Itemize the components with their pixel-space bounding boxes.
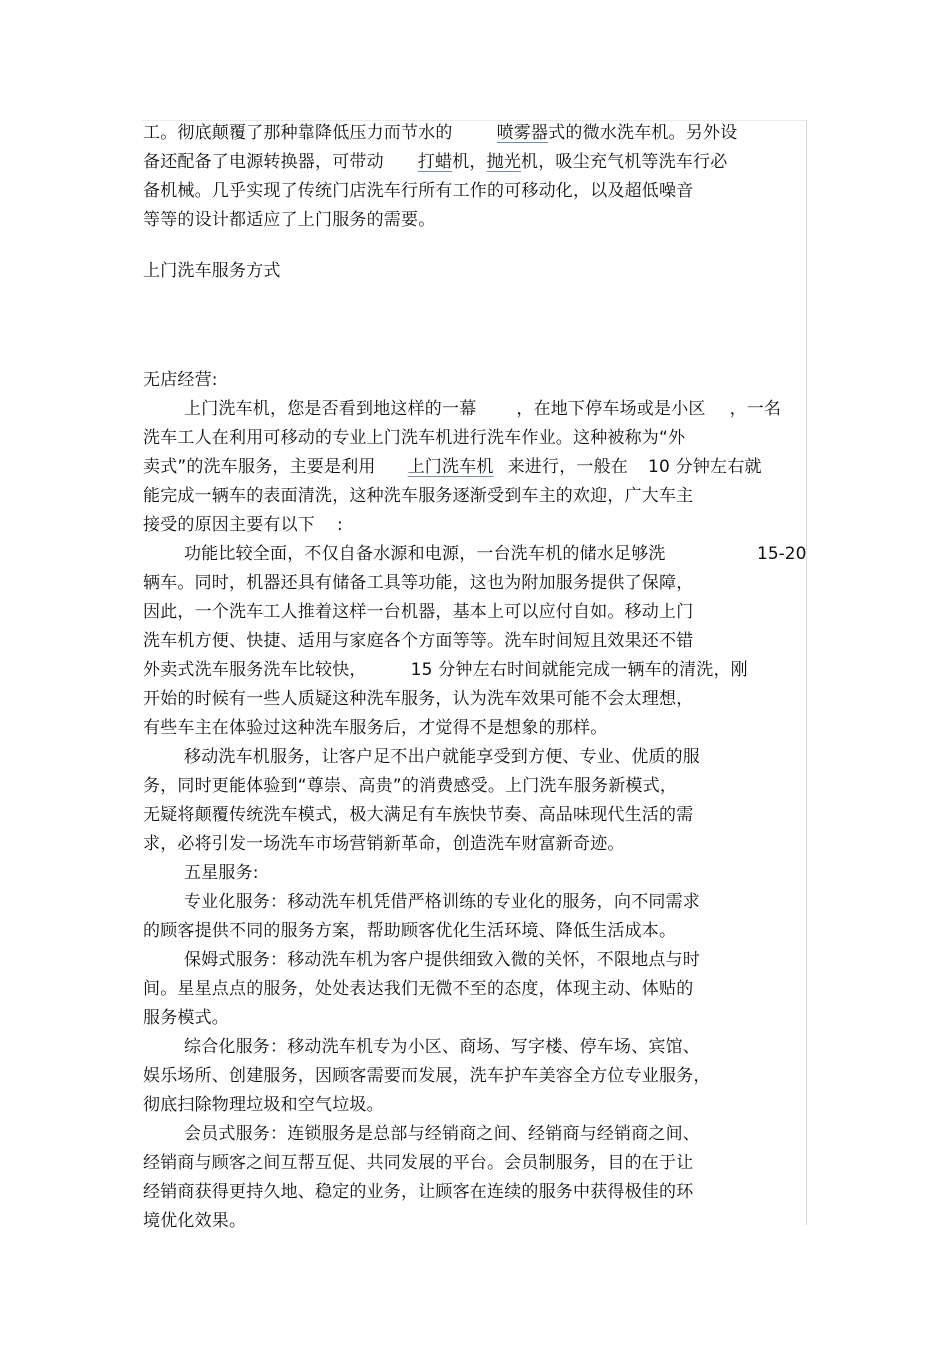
text-line: 洗车工人在利用可移动的专业上门洗车机进行洗车作业。这种被称为“外 bbox=[143, 428, 686, 448]
subsection-label: 五星服务: bbox=[184, 863, 259, 883]
text-line: 工。彻底颠覆了那种靠降低压力而节水的 喷雾器式的微水洗车机。另外设 bbox=[143, 123, 738, 143]
text-line: 能完成一辆车的表面清洗，这种洗车服务逐渐受到车主的欢迎，广大车主 bbox=[143, 486, 694, 506]
text-line: 有些车主在体验过这种洗车服务后，才觉得不是想象的那样。 bbox=[143, 718, 608, 738]
text-line: 外卖式洗车服务洗车比较快， 15 分钟左右时间就能完成一辆车的清洗，刚 bbox=[143, 660, 748, 680]
text-line: 求，必将引发一场洗车市场营销新革命，创造洗车财富新奇迹。 bbox=[143, 834, 625, 854]
link-sprayer[interactable]: 喷雾器 bbox=[496, 123, 549, 143]
text-line: 务，同时更能体验到“尊崇、高贵”的消费感受。上门洗车服务新模式， bbox=[143, 776, 678, 796]
text-line: 经销商获得更持久地、稳定的业务，让顾客在连续的服务中获得极佳的环 bbox=[143, 1182, 694, 1202]
text-line: 服务模式。 bbox=[143, 1008, 229, 1028]
text-line: 专业化服务：移动洗车机凭借严格训练的专业化的服务，向不同需求 bbox=[184, 892, 700, 912]
text-line: 经销商与顾客之间互帮互促、共同发展的平台。会员制服务，目的在于让 bbox=[143, 1153, 694, 1173]
subsection-label: 无店经营: bbox=[143, 370, 218, 390]
text-line: 境优化效果。 bbox=[143, 1211, 247, 1231]
text-line: 备还配备了电源转换器，可带动 打蜡机，抛光机，吸尘充气机等洗车行必 bbox=[143, 152, 728, 172]
text-line: 等等的设计都适应了上门服务的需要。 bbox=[143, 210, 436, 230]
text-fragment: 15-20 bbox=[757, 544, 807, 564]
section-title: 上门洗车服务方式 bbox=[143, 261, 281, 281]
text-line: 彻底扫除物理垃圾和空气垃圾。 bbox=[143, 1095, 384, 1115]
text-line: 洗车机方便、快捷、适用与家庭各个方面等等。洗车时间短且效果还不错 bbox=[143, 631, 694, 651]
text-line: 上门洗车机，您是否看到地这样的一幕 ，在地下停车场或是小区 ，一名 bbox=[184, 399, 782, 419]
link-mobile-washer[interactable]: 上门洗车机 bbox=[407, 457, 494, 477]
text-line: 间。星星点点的服务，处处表达我们无微不至的态度，体现主动、体贴的 bbox=[143, 979, 694, 999]
text-line: 保姆式服务：移动洗车机为客户提供细致入微的关怀，不限地点与时 bbox=[184, 950, 700, 970]
text-line: 因此，一个洗车工人推着这样一台机器，基本上可以应付自如。移动上门 bbox=[143, 602, 694, 622]
text-line: 接受的原因主要有以下 : bbox=[143, 515, 343, 535]
text-line: 会员式服务：连锁服务是总部与经销商之间、经销商与经销商之间、 bbox=[184, 1124, 700, 1144]
text-line: 开始的时候有一些人质疑这种洗车服务，认为洗车效果可能不会太理想， bbox=[143, 689, 694, 709]
text-line: 的顾客提供不同的服务方案，帮助顾客优化生活环境、降低生活成本。 bbox=[143, 921, 677, 941]
text-line: 无疑将颠覆传统洗车模式，极大满足有车族快节奏、高品味现代生活的需 bbox=[143, 805, 694, 825]
text-line: 娱乐场所、创建服务，因顾客需要而发展，洗车护车美容全方位专业服务， bbox=[143, 1066, 711, 1086]
link-polishing[interactable]: 抛光 bbox=[486, 152, 522, 172]
text-line: 卖式”的洗车服务，主要是利用 上门洗车机 来进行，一般在 10 分钟左右就 bbox=[143, 457, 762, 477]
text-line: 功能比较全面，不仅自备水源和电源，一台洗车机的储水足够洗 bbox=[184, 544, 666, 564]
text-line: 辆车。同时，机器还具有储备工具等功能，这也为附加服务提供了保障， bbox=[143, 573, 694, 593]
text-line: 备机械。几乎实现了传统门店洗车行所有工作的可移动化，以及超低噪音 bbox=[143, 181, 694, 201]
text-line: 移动洗车机服务，让客户足不出户就能享受到方便、专业、优质的服 bbox=[184, 747, 700, 767]
text-line: 综合化服务：移动洗车机专为小区、商场、写字楼、停车场、宾馆、 bbox=[184, 1037, 700, 1057]
link-waxing[interactable]: 打蜡 bbox=[417, 152, 453, 172]
